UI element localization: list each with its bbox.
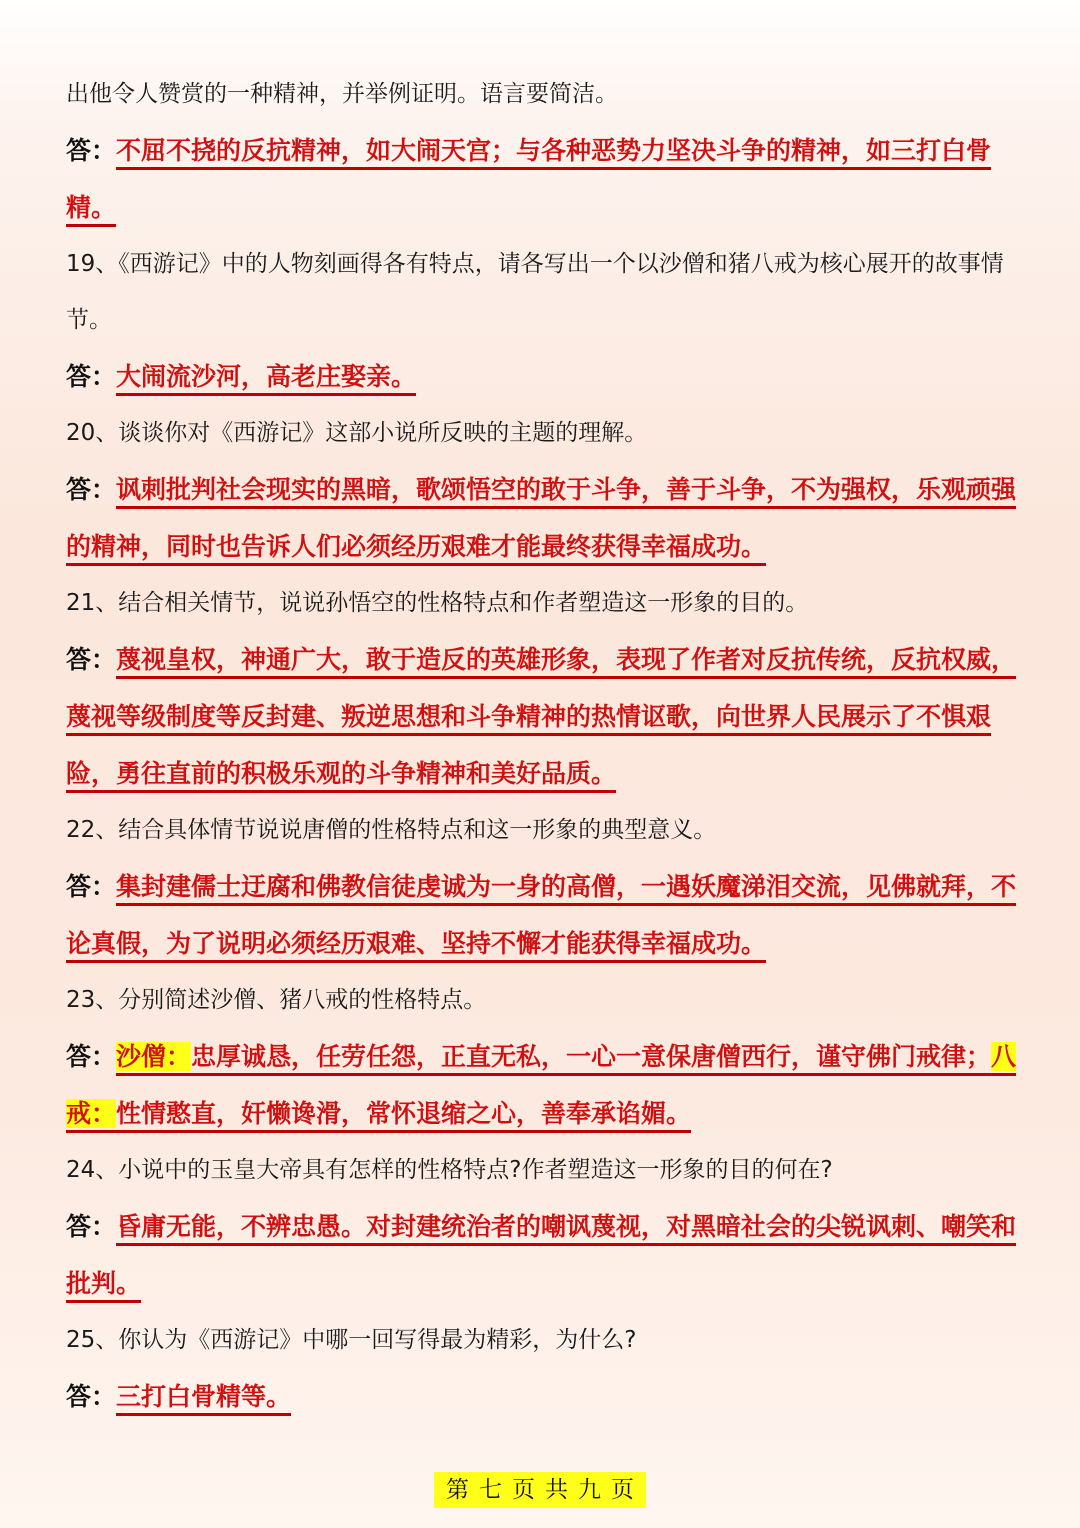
answer-label: 答：: [66, 1042, 117, 1071]
answer-block: [66, 1028, 1018, 1142]
question-text: 出他令人赞赏的一种精神，并举例证明。语言要简洁。: [66, 81, 618, 107]
question-19: 19、《西游记》中的人物刻画得各有特点，请各写出一个以沙僧和猪八戒为核心展开的故事情节。: [66, 251, 1004, 333]
answer-text: 性情憨直，奸懒谗滑，常怀退缩之心，善奉承谄媚。: [116, 1099, 692, 1128]
answer-block: [66, 631, 1018, 802]
highlight-shaseng: 沙僧：: [116, 1042, 192, 1071]
question-24: 24、小说中的玉皇大帝具有怎样的性格特点?作者塑造这一形象的目的何在?: [66, 1157, 833, 1183]
answer-text: 讽刺批判社会现实的黑暗，歌颂悟空的敢于斗争，善于斗争，不为强权，乐观顽强的精神，同时也告诉人们必须经历艰难才能最终获得幸福成功。: [66, 475, 1017, 561]
answer-label: 答：: [66, 362, 117, 391]
answer-label: 答：: [66, 645, 117, 674]
answer-text: 蔑视皇权，神通广大，敢于造反的英雄形象，表现了作者对反抗传统，反抗权威，蔑视等级制度等反封建、叛逆思想和斗争精神的热情讴歌，向世界人民展示了不惧艰险，勇往直前的积极乐观的斗争精神和美好品质。: [66, 645, 1017, 788]
answer-text: 不屈不挠的反抗精神，如大闹天宫；与各种恶势力坚决斗争的精神，如三打白骨精。: [66, 136, 992, 222]
answer-label: 答：: [66, 1212, 117, 1241]
answer-text: 集封建儒士迂腐和佛教信徒虔诚为一身的高僧，一遇妖魔涕泪交流，见佛就拜，不论真假，为了说明必须经历艰难、坚持不懈才能获得幸福成功。: [66, 872, 1017, 958]
answer-text: 三打白骨精等。: [116, 1382, 292, 1411]
question-22: 22、结合具体情节说说唐僧的性格特点和这一形象的典型意义。: [66, 817, 717, 843]
answer-label: 答：: [66, 1382, 117, 1411]
answer-text: 大闹流沙河，高老庄娶亲。: [116, 362, 417, 391]
page-footer: [0, 1472, 1080, 1508]
answer-text: 忠厚诚恳，任劳任怨，正直无私，一心一意保唐僧西行，谨守佛门戒律；: [191, 1042, 992, 1071]
answer-block: [66, 1198, 1018, 1312]
answer-label: 答：: [66, 475, 117, 504]
document-body: [66, 66, 1018, 1425]
question-21: 21、结合相关情节，说说孙悟空的性格特点和作者塑造这一形象的目的。: [66, 590, 809, 616]
answer-block: [66, 348, 1018, 405]
answer-block: [66, 1368, 1018, 1425]
answer-label: 答：: [66, 136, 117, 165]
question-25: 25、你认为《西游记》中哪一回写得最为精彩，为什么?: [66, 1327, 637, 1353]
question-20: 20、谈谈你对《西游记》这部小说所反映的主题的理解。: [66, 420, 648, 446]
question-23: 23、分别简述沙僧、猪八戒的性格特点。: [66, 987, 487, 1013]
answer-block: [66, 461, 1018, 575]
answer-block: [66, 122, 1018, 236]
answer-text: 昏庸无能，不辨忠愚。对封建统治者的嘲讽蔑视，对黑暗社会的尖锐讽刺、嘲笑和批判。: [66, 1212, 1017, 1298]
answer-label: 答：: [66, 872, 117, 901]
page-number: 第七页共九页: [434, 1472, 646, 1508]
highlight-bajie: 八戒：: [66, 1042, 1017, 1128]
answer-block: [66, 858, 1018, 972]
